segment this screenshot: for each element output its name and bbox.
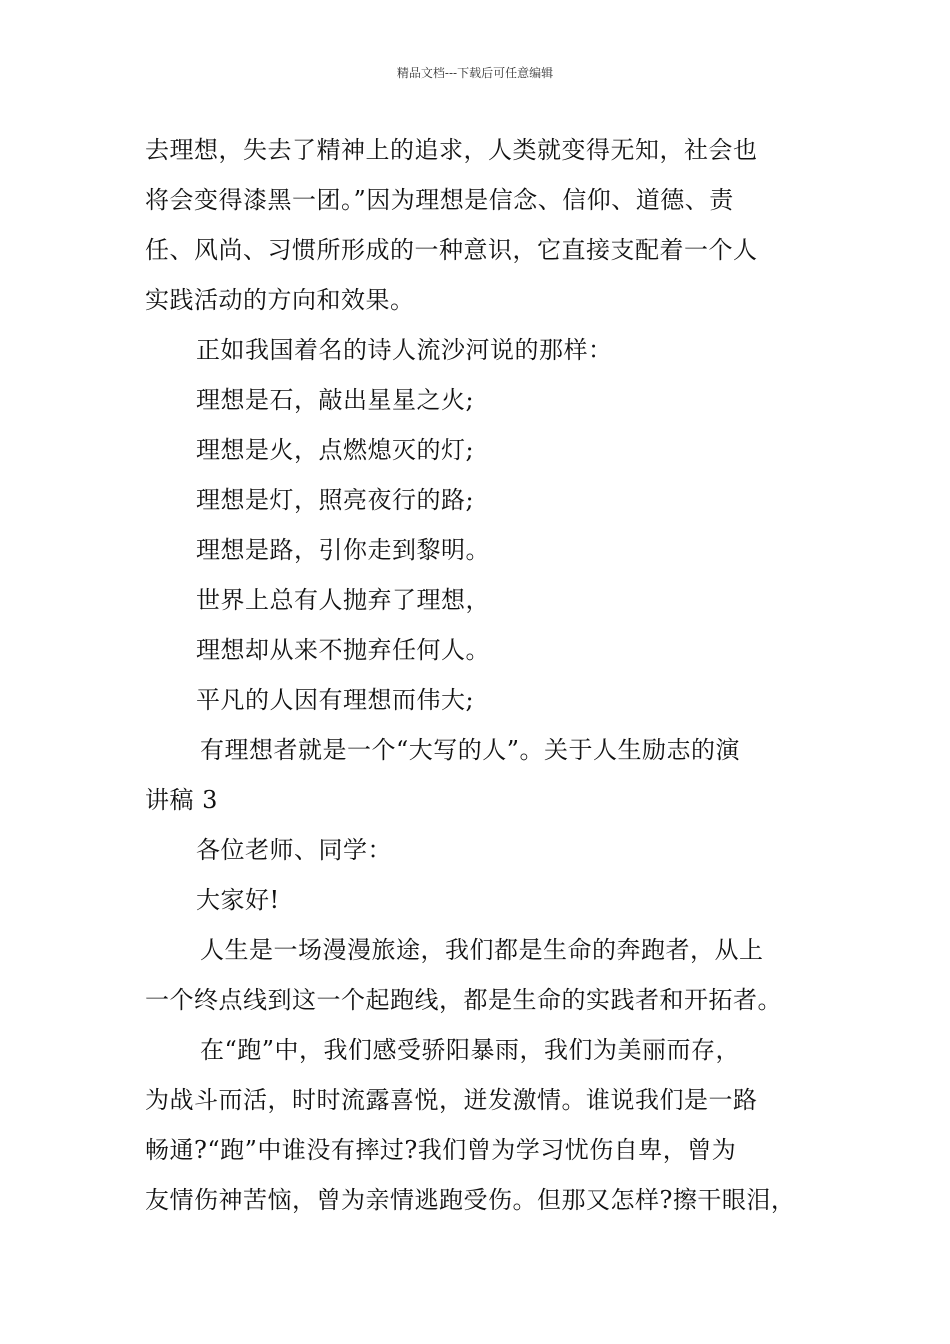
text-line: 平凡的人因有理想而伟大; bbox=[196, 686, 475, 714]
text-line: 有理想者就是一个“大写的人”。关于人生励志的演 bbox=[200, 736, 741, 764]
text-line: 在“跑”中，我们感受骄阳暴雨，我们为美丽而存， bbox=[200, 1036, 741, 1064]
text-line: 一个终点线到这一个起跑线，都是生命的实践者和开拓者。 bbox=[145, 986, 782, 1014]
text-line: 任、风尚、习惯所形成的一种意识，它直接支配着一个人 bbox=[145, 236, 758, 264]
text-line: 友情伤神苦恼，曾为亲情逃跑受伤。但那又怎样?擦干眼泪， bbox=[145, 1186, 796, 1214]
text-line: 实践活动的方向和效果。 bbox=[145, 286, 415, 314]
text-line: 人生是一场漫漫旅途，我们都是生命的奔跑者，从上 bbox=[200, 936, 764, 964]
text-line: 各位老师、同学： bbox=[196, 836, 392, 864]
text-line: 世界上总有人抛弃了理想， bbox=[196, 586, 490, 614]
text-line: 将会变得漆黑一团。”因为理想是信念、信仰、道德、责 bbox=[145, 186, 734, 214]
text-line: 去理想，失去了精神上的追求，人类就变得无知，社会也 bbox=[145, 136, 758, 164]
text-line: 理想是路，引你走到黎明。 bbox=[196, 536, 490, 564]
text-line: 正如我国着名的诗人流沙河说的那样： bbox=[196, 336, 613, 364]
text-line: 畅通?“跑”中谁没有摔过?我们曾为学习忧伤自卑，曾为 bbox=[145, 1136, 737, 1164]
text-line: 讲稿 3 bbox=[145, 786, 218, 814]
text-line: 理想却从来不抛弃任何人。 bbox=[196, 636, 490, 664]
text-line: 理想是石，敲出星星之火; bbox=[196, 386, 475, 414]
text-line: 理想是灯，照亮夜行的路; bbox=[196, 486, 475, 514]
text-line: 为战斗而活，时时流露喜悦，迸发激情。谁说我们是一路 bbox=[145, 1086, 758, 1114]
text-line: 理想是火，点燃熄灭的灯; bbox=[196, 436, 475, 464]
page-header: 精品文档---下载后可任意编辑 bbox=[396, 66, 554, 80]
text-line: 大家好! bbox=[196, 886, 280, 914]
